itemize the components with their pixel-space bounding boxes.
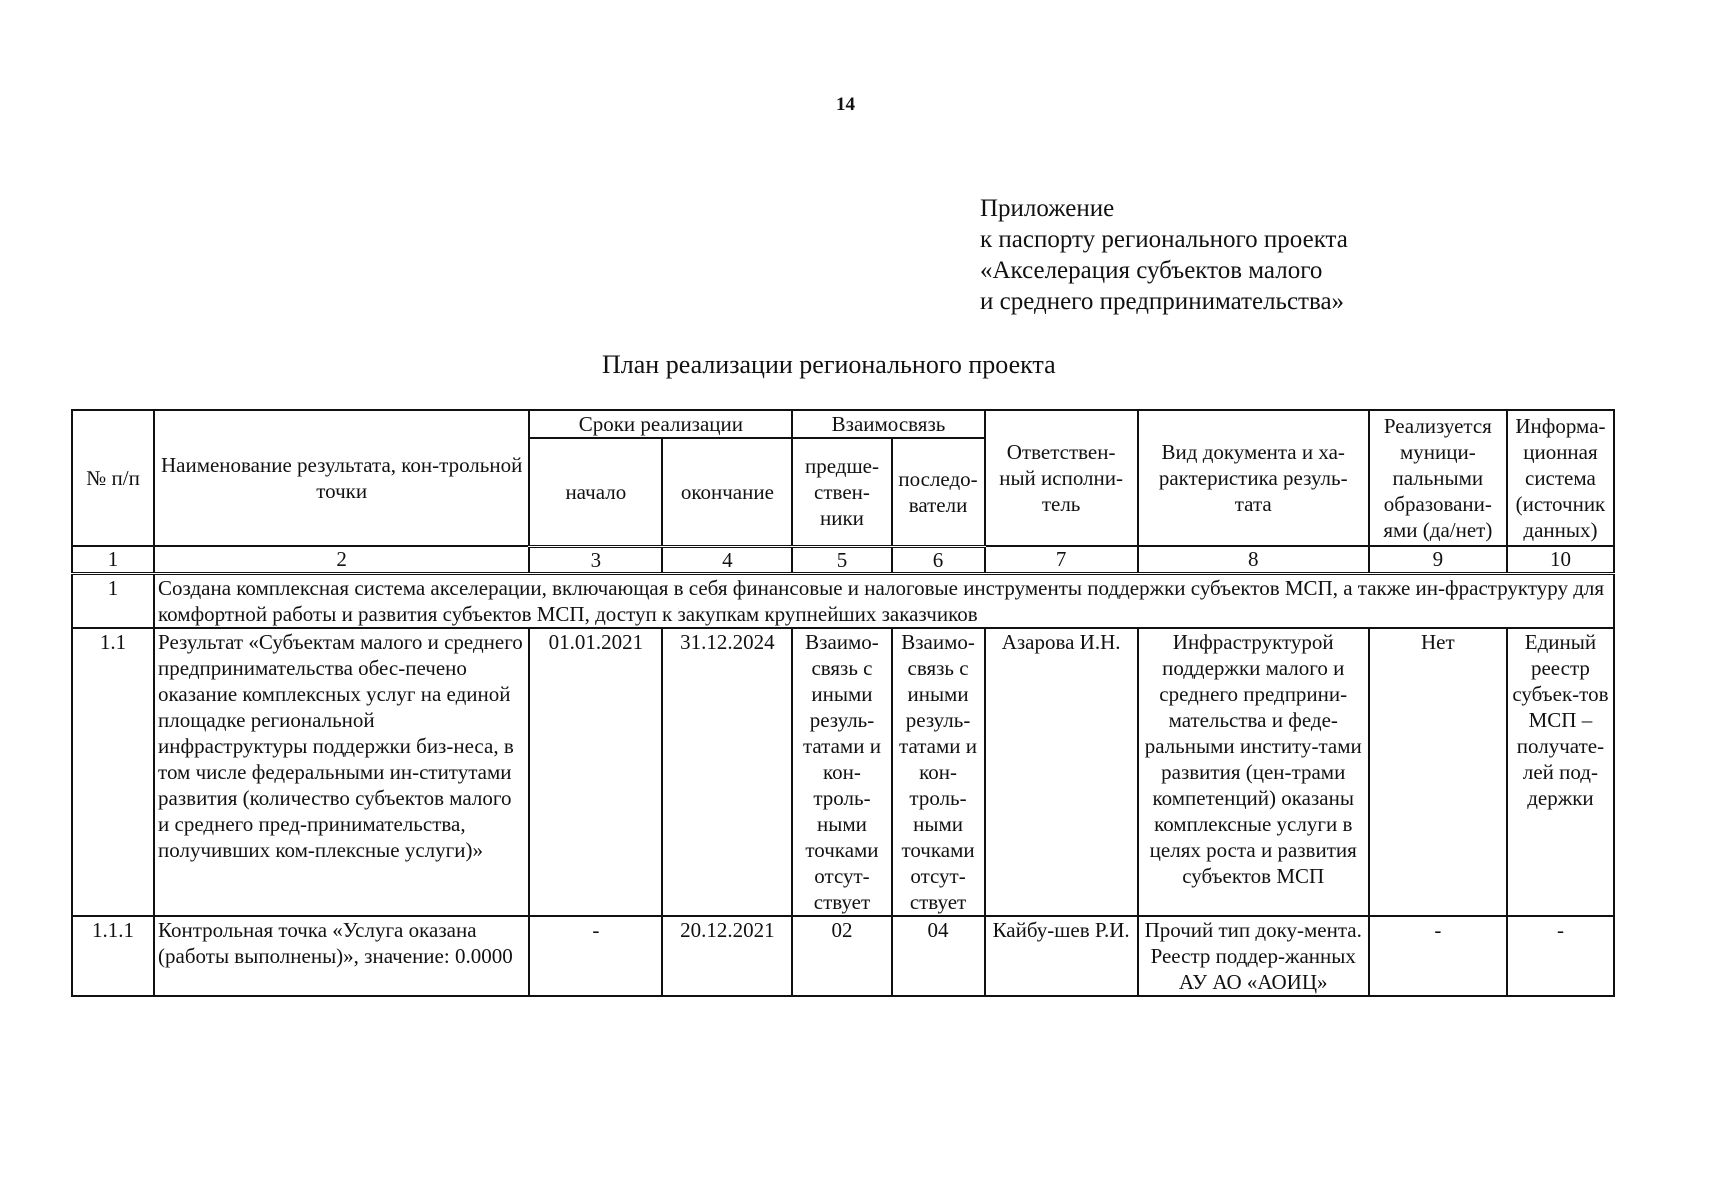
- row-num: 1.1: [72, 628, 154, 916]
- row-info-system: Единый реестр субъек-тов МСП – получате-лей под-держки: [1507, 628, 1614, 916]
- header-num: № п/п: [72, 410, 154, 546]
- column-number: 8: [1138, 546, 1369, 573]
- row-start: -: [529, 916, 662, 996]
- appendix-line: и среднего предпринимательства»: [980, 288, 1345, 315]
- column-number: 1: [72, 546, 154, 573]
- header-name: Наименование результата, кон-трольной точки: [154, 410, 529, 546]
- plan-table: [71, 409, 1615, 997]
- header-predecessors: предше-ствен-ники: [792, 438, 891, 546]
- row-start: 01.01.2021: [529, 628, 662, 916]
- row-document: Инфраструктурой поддержки малого и среднего предприни-мательства и феде-ральными институ-тами развития (цен-трами компетенций) оказаны комплексные услуги в целях роста и развития субъектов МСП: [1138, 628, 1369, 916]
- column-number: 7: [985, 546, 1138, 573]
- header-document: Вид документа и ха-рактеристика резуль-тата: [1138, 410, 1369, 546]
- row-successors: 04: [892, 916, 985, 996]
- appendix-line: к паспорту регионального проекта: [980, 226, 1348, 253]
- table-row: [72, 916, 1614, 996]
- row-predecessors: Взаимо-связь с иными резуль-татами и кон-троль-ными точками отсут-ствует: [792, 628, 891, 916]
- header-end: окончание: [662, 438, 792, 546]
- row-responsible: Кайбу-шев Р.И.: [985, 916, 1138, 996]
- row-municipal: -: [1369, 916, 1507, 996]
- row-responsible: Азарова И.Н.: [985, 628, 1138, 916]
- row-name: Результат «Субъектам малого и среднего предпринимательства обес-печено оказание комплексных услуг на единой площадке региональной инфраструктуры поддержки биз-неса, в том числе федеральными ин-ститутами развития (количество субъектов малого и среднего пред-принимательства, получивших ком-плексные услуги)»: [154, 628, 529, 916]
- section-text: Создана комплексная система акселерации, включающая в себя финансовые и налоговые инструменты поддержки субъектов МСП, а также ин-фраструктуру для комфортной работы и развития субъектов МСП, доступ к закупкам крупнейших заказчиков: [154, 573, 1614, 628]
- table-row: [72, 628, 1614, 916]
- column-number: 3: [529, 546, 662, 573]
- column-number: 5: [792, 546, 891, 573]
- column-number: 9: [1369, 546, 1507, 573]
- page-number: 14: [836, 94, 855, 115]
- row-end: 20.12.2021: [662, 916, 792, 996]
- column-number: 10: [1507, 546, 1614, 573]
- plan-title: План реализации регионального проекта: [602, 350, 1056, 379]
- row-predecessors: 02: [792, 916, 891, 996]
- column-number: 4: [662, 546, 792, 573]
- header-info-system: Информа-ционная система (источник данных): [1507, 410, 1614, 546]
- section-row: [72, 573, 1614, 628]
- column-number-row: [72, 546, 1614, 573]
- header-successors: последо-ватели: [892, 438, 985, 546]
- row-end: 31.12.2024: [662, 628, 792, 916]
- header-terms-group: Сроки реализации: [529, 410, 792, 438]
- section-num: 1: [72, 573, 154, 628]
- header-start: начало: [529, 438, 662, 546]
- row-successors: Взаимо-связь с иными резуль-татами и кон-троль-ными точками отсут-ствует: [892, 628, 985, 916]
- column-number: 2: [154, 546, 529, 573]
- column-number: 6: [892, 546, 985, 573]
- row-document: Прочий тип доку-мента. Реестр поддер-жанных АУ АО «АОИЦ»: [1138, 916, 1369, 996]
- row-info-system: -: [1507, 916, 1614, 996]
- appendix-line: «Акселерация субъектов малого: [980, 257, 1323, 284]
- row-name: Контрольная точка «Услуга оказана (работы выполнены)», значение: 0.0000: [154, 916, 529, 996]
- row-num: 1.1.1: [72, 916, 154, 996]
- row-municipal: Нет: [1369, 628, 1507, 916]
- header-relation-group: Взаимосвязь: [792, 410, 984, 438]
- header-responsible: Ответствен-ный исполни-тель: [985, 410, 1138, 546]
- appendix-block: [980, 193, 1348, 317]
- appendix-line: Приложение: [980, 195, 1115, 222]
- header-municipal: Реализуется муници-пальными образовани-ями (да/нет): [1369, 410, 1507, 546]
